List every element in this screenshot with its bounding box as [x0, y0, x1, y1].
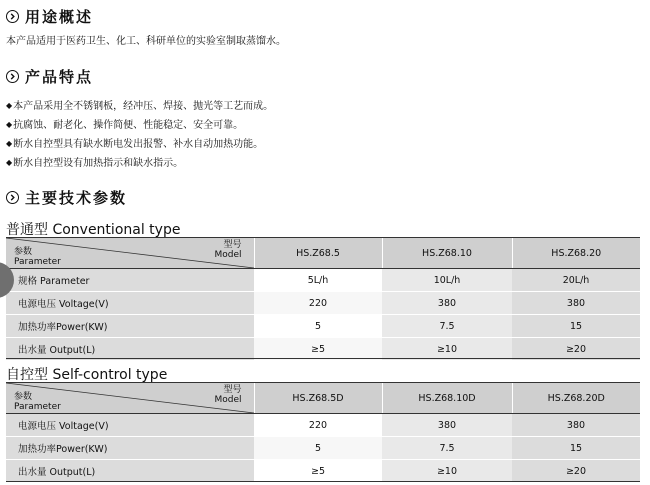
model-header-cell: HS.Z68.20D [512, 383, 640, 414]
diamond-bullet-icon: ◆ [6, 101, 13, 110]
feature-item: ◆断水自控型具有缺水断电发出报警、补水自动加热功能。 [6, 139, 264, 150]
row-label: 电源电压 Voltage(V) [6, 292, 254, 315]
table-cell: ≥10 [382, 460, 512, 483]
table-bottom-rule [6, 481, 640, 482]
conventional-spec-table [6, 237, 640, 361]
table-cell: 220 [254, 292, 382, 315]
table-cell: 20L/h [512, 269, 640, 292]
feature-item: ◆断水自控型设有加热指示和缺水指示。 [6, 158, 184, 169]
features-heading [6, 66, 93, 87]
table-cell: 380 [512, 414, 640, 437]
table-cell: 5L/h [254, 269, 382, 292]
param-label-en: Parameter [14, 402, 61, 412]
row-label: 出水量 Output(L) [6, 338, 254, 361]
table-cell: 10L/h [382, 269, 512, 292]
table-row [6, 292, 640, 315]
table-row [6, 460, 640, 483]
table-row [6, 269, 640, 292]
table-cell: 380 [512, 292, 640, 315]
selfcontrol-spec-table [6, 382, 640, 483]
table-cell: ≥20 [512, 460, 640, 483]
table-header-row [6, 238, 640, 269]
row-label: 加热功率Power(KW) [6, 437, 254, 460]
params-heading-text: 主要技术参数 [25, 189, 128, 207]
params-heading [6, 187, 127, 208]
usage-text: 本产品适用于医药卫生、化工、科研单位的实验室制取蒸馏水。 [6, 36, 286, 47]
table-cell: 15 [512, 315, 640, 338]
header-corner-cell [6, 238, 254, 269]
circled-chevron-right-icon [6, 191, 19, 204]
circled-chevron-right-icon [6, 70, 19, 83]
circled-chevron-right-icon [6, 10, 19, 23]
usage-heading-text: 用途概述 [25, 8, 94, 26]
feature-item: ◆本产品采用全不锈钢板，经冲压、焊接、抛光等工艺而成。 [6, 101, 274, 112]
model-header-cell: HS.Z68.5 [254, 238, 382, 269]
table-cell: 15 [512, 437, 640, 460]
table-cell: 7.5 [382, 315, 512, 338]
table-cell: ≥5 [254, 460, 382, 483]
model-header-cell: HS.Z68.5D [254, 383, 382, 414]
model-label-cn: 型号 [223, 240, 242, 250]
model-header-cell: HS.Z68.10D [382, 383, 512, 414]
model-label-en: Model [214, 395, 242, 405]
param-label-en: Parameter [14, 257, 61, 267]
model-label-en: Model [214, 250, 242, 260]
header-corner-cell [6, 383, 254, 414]
table-row [6, 414, 640, 437]
param-label-cn: 参数 [14, 247, 33, 257]
param-label-cn: 参数 [14, 392, 33, 402]
table-cell: ≥20 [512, 338, 640, 361]
table-cell: 7.5 [382, 437, 512, 460]
model-header-cell: HS.Z68.10 [382, 238, 512, 269]
row-label: 规格 Parameter [6, 269, 254, 292]
model-label-cn: 型号 [223, 385, 242, 395]
table-cell: 5 [254, 437, 382, 460]
features-heading-text: 产品特点 [25, 68, 94, 86]
table-cell: 380 [382, 292, 512, 315]
table-bottom-rule [6, 358, 640, 359]
diamond-bullet-icon: ◆ [6, 120, 13, 129]
table-row [6, 437, 640, 460]
diamond-bullet-icon: ◆ [6, 139, 13, 148]
feature-item: ◆抗腐蚀、耐老化、操作简便、性能稳定、安全可靠。 [6, 120, 244, 131]
row-label: 加热功率Power(KW) [6, 315, 254, 338]
selfcontrol-table-title: 自控型 Self-control type [6, 367, 168, 383]
table-cell: ≥5 [254, 338, 382, 361]
row-label: 电源电压 Voltage(V) [6, 414, 254, 437]
table-cell: 5 [254, 315, 382, 338]
model-header-cell: HS.Z68.20 [512, 238, 640, 269]
diamond-bullet-icon: ◆ [6, 158, 13, 167]
table-cell: 380 [382, 414, 512, 437]
usage-heading [6, 6, 93, 27]
conventional-table-title: 普通型 Conventional type [6, 222, 181, 238]
table-cell: ≥10 [382, 338, 512, 361]
table-header-row [6, 383, 640, 414]
row-label: 出水量 Output(L) [6, 460, 254, 483]
table-row [6, 315, 640, 338]
table-cell: 220 [254, 414, 382, 437]
